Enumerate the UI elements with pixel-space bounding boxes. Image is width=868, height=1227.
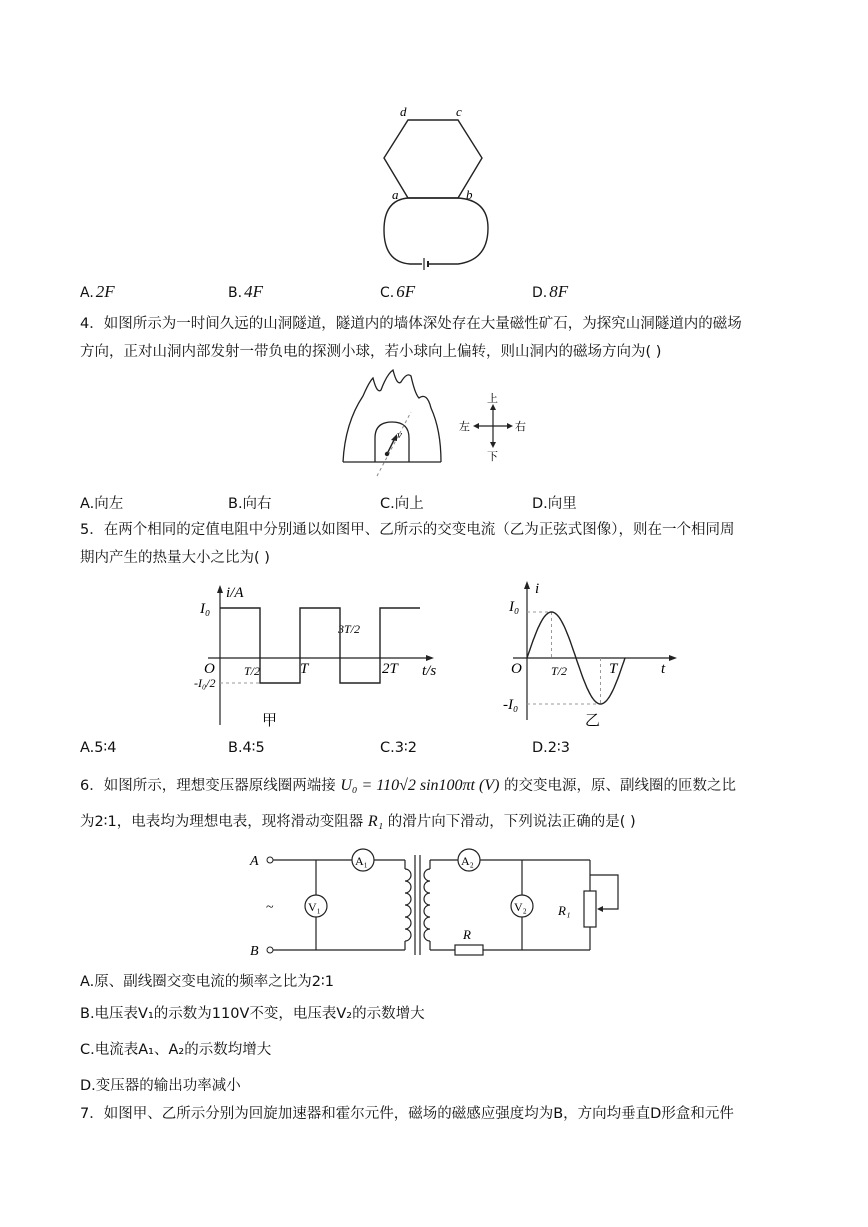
q6-stem-line1: 6．如图所示，理想变压器原线圈两端接 U₀ = 110√2 sin100πt (V) 的交变电源，原、副线圈的匝数之比 bbox=[80, 777, 737, 794]
jia-y-arrow bbox=[217, 585, 223, 593]
q4-option-d[interactable]: D.向里 bbox=[532, 496, 577, 512]
velocity-label: v bbox=[397, 429, 402, 441]
q6-option-d[interactable]: D.变压器的输出功率减小 bbox=[80, 1078, 241, 1094]
q3-option-a[interactable]: A. 2F bbox=[80, 282, 115, 301]
q6-option-a[interactable]: A.原、副线圈交变电流的频率之比为2∶1 bbox=[80, 974, 334, 990]
arrow-left-icon bbox=[473, 423, 479, 429]
svg-text:V₂: V₂ bbox=[514, 900, 527, 914]
primary-coil bbox=[405, 869, 411, 941]
ac-symbol: ~ bbox=[266, 900, 274, 915]
jia-tick-3t2: 3T/2 bbox=[338, 622, 361, 636]
yi-origin: O bbox=[511, 661, 522, 677]
jia-title: 甲 bbox=[262, 713, 278, 729]
yi-title: 乙 bbox=[585, 713, 601, 729]
yi-ypos-label: I₀ bbox=[509, 599, 520, 615]
svg-text:R₁: R₁ bbox=[558, 903, 571, 918]
yi-y-arrow bbox=[524, 581, 530, 589]
jia-ypos-label: I₀ bbox=[200, 601, 211, 617]
q3-option-b[interactable]: B. 4F bbox=[228, 282, 263, 301]
q4-stem-line1: 4．如图所示为一时间久远的山洞隧道，隧道内的墙体深处存在大量磁性矿石，为探究山洞隧道内的磁场 bbox=[80, 316, 742, 332]
label-a: a bbox=[392, 187, 399, 202]
label-c: c bbox=[456, 104, 462, 119]
arrow-down-icon bbox=[490, 442, 496, 448]
q7-stem-line1: 7．如图甲、乙所示分别为回旋加速器和霍尔元件，磁场的磁感应强度均为B，方向均垂直D形盒和元件 bbox=[80, 1106, 734, 1122]
q6-circuit bbox=[240, 845, 640, 965]
rheostat-r1[interactable] bbox=[584, 891, 596, 927]
svg-text:A₁: A₁ bbox=[355, 854, 368, 868]
q3-figure bbox=[370, 100, 510, 275]
arrow-right-icon bbox=[507, 423, 513, 429]
q6-option-b[interactable]: B.电压表V₁的示数为110V不变，电压表V₂的示数增大 bbox=[80, 1006, 425, 1022]
jia-tick-2t: 2T bbox=[382, 661, 398, 677]
yi-xlabel: t bbox=[661, 661, 666, 677]
label-b: b bbox=[466, 187, 473, 202]
q4-option-c[interactable]: C.向上 bbox=[380, 496, 424, 512]
yi-x-arrow bbox=[669, 655, 677, 661]
terminal-b[interactable] bbox=[267, 947, 273, 953]
dir-right: 右 bbox=[515, 421, 526, 433]
q4-option-b[interactable]: B.向右 bbox=[228, 496, 272, 512]
jia-yneg-label: -I₀/2 bbox=[194, 676, 216, 690]
q3-option-d[interactable]: D. 8F bbox=[532, 282, 569, 301]
slider-arrow-icon bbox=[597, 906, 603, 912]
q5-stem-line1: 5．在两个相同的定值电阻中分别通以如图甲、乙所示的交变电流（乙为正弦式图像），则在一个相同周 bbox=[80, 522, 735, 538]
svg-text:V₁: V₁ bbox=[308, 900, 321, 914]
dir-down: 下 bbox=[487, 451, 498, 463]
q5-stem-line2: 期内产生的热量大小之比为( ) bbox=[80, 550, 270, 566]
yi-yneg-label: -I₀ bbox=[503, 697, 519, 713]
tunnel-entrance bbox=[375, 422, 409, 462]
jia-tick-t2: T/2 bbox=[244, 664, 261, 678]
secondary-coil bbox=[424, 869, 430, 941]
jia-tick-t: T bbox=[300, 661, 309, 677]
jia-ylabel: i/A bbox=[226, 585, 244, 601]
q4-stem-line2: 方向，正对山洞内部发射一带负电的探测小球，若小球向上偏转，则山洞内的磁场方向为( ) bbox=[80, 344, 662, 360]
label-d: d bbox=[400, 104, 407, 119]
jia-origin: O bbox=[204, 661, 215, 677]
q6-stem-line2: 为2∶1，电表均为理想电表，现将滑动变阻器 R₁ 的滑片向下滑动，下列说法正确的是( ) bbox=[80, 813, 636, 830]
q5-option-a[interactable]: A.5∶4 bbox=[80, 740, 117, 756]
q5-option-b[interactable]: B.4∶5 bbox=[228, 740, 265, 756]
yi-tick-t: T bbox=[609, 661, 618, 677]
svg-text:R: R bbox=[463, 927, 471, 942]
chart-jia bbox=[190, 575, 450, 735]
q5-option-c[interactable]: C.3∶2 bbox=[380, 740, 417, 756]
jia-x-arrow bbox=[426, 655, 434, 661]
dir-left: 左 bbox=[459, 421, 470, 433]
q3-option-c[interactable]: C. 6F bbox=[380, 282, 416, 301]
resistor-r bbox=[455, 945, 483, 955]
terminal-a[interactable] bbox=[267, 857, 273, 863]
ball bbox=[385, 452, 389, 456]
yi-tick-t2: T/2 bbox=[551, 664, 568, 678]
yi-ylabel: i bbox=[535, 581, 540, 597]
q4-figure bbox=[335, 368, 545, 478]
q6-option-c[interactable]: C.电流表A₁、A₂的示数均增大 bbox=[80, 1042, 272, 1058]
chart-yi bbox=[495, 575, 695, 735]
q5-option-d[interactable]: D.2∶3 bbox=[532, 740, 570, 756]
label-A: A bbox=[250, 854, 259, 869]
q6-formula: U₀ = 110√2 sin100πt (V) bbox=[340, 777, 500, 794]
rounded-loop bbox=[384, 198, 488, 264]
jia-xlabel: t/s bbox=[422, 663, 437, 679]
svg-text:A₂: A₂ bbox=[461, 854, 474, 868]
dir-up: 上 bbox=[487, 393, 498, 405]
q4-option-a[interactable]: A.向左 bbox=[80, 496, 124, 512]
label-B: B bbox=[250, 944, 259, 959]
